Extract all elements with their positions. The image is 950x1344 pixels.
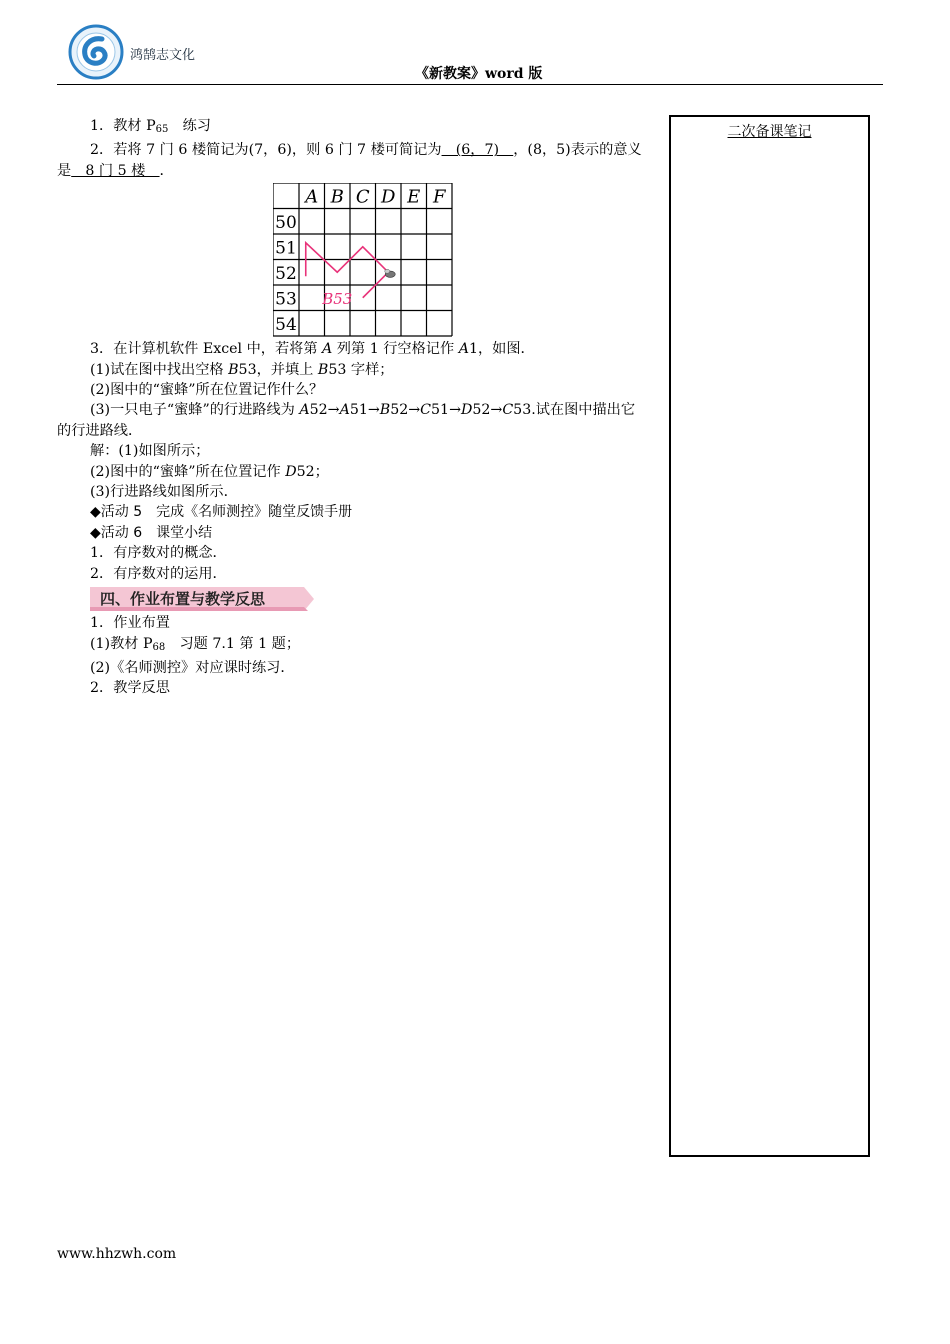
section-4-banner [90,587,314,611]
row-header-50: 50 [275,213,297,234]
brand-logo [68,24,124,80]
path-row-2: 52→ [390,402,421,419]
column-header-A: A [305,186,319,208]
path-row-1: 51→ [349,402,380,419]
homework-2: (2)《名师测控》对应课时练习． [90,659,295,676]
reflection-title: 2．教学反思 [90,680,170,697]
item-2: 2．若将 7 门 6 楼简记为(7，6)，则 6 门 7 楼可简记为 (6，7) ，(8，5)表示的意义是 8 门 5 楼 ． [57,142,642,179]
lesson-content [57,116,642,699]
activity-5: ◆活动 5 完成《名师测控》随堂反馈手册 [90,504,353,521]
document-title: 《新教案》word 版 [415,66,543,82]
path-col-1: A [339,402,350,419]
cell-label-b53: B53 [322,289,353,308]
item-3-q3: (3)一只电子“蜜蜂”的行进路线为 A52→A51→B52→C51→D52→C53.试在图中描出它的行进路线． [57,402,636,439]
excel-grid-figure [273,183,455,337]
column-header-C: C [355,186,370,208]
grid-svg [273,183,455,337]
column-header-F: F [433,186,446,208]
notes-title: 二次备课笔记 [727,124,812,140]
path-row-4: 52→ [472,402,503,419]
item-1: 1．教材 $P_{65}$ 练习 [90,118,211,135]
path-col-5: C [502,402,514,419]
path-row-5: 53 [513,402,532,419]
row-header-53: 53 [275,289,297,310]
activity-6: ◆活动 6 课堂小结 [90,524,213,541]
solution-3: (3)行进路线如图所示． [90,484,238,501]
answer-blank-1: (6，7) [441,142,514,159]
path-row-0: 52→ [309,402,340,419]
path-col-0: A [299,402,310,419]
notes-sidebar [669,115,870,1157]
footer-url: www.hhzwh.com [57,1246,177,1262]
path-row-3: 51→ [431,402,461,419]
row-header-54: 54 [275,315,297,336]
column-header-B: B [330,186,344,208]
item-3-q2: (2)图中的“蜜蜂”所在位置记作什么？ [90,382,324,399]
answer-blank-2: 8 门 5 楼 [71,162,160,179]
row-header-52: 52 [275,264,297,285]
path-col-2: B [379,402,391,419]
column-header-D: D [381,186,396,208]
column-header-E: E [407,186,421,208]
item-3-q1: (1)试在图中找出空格 B53，并填上 B53 字样； [90,361,394,378]
summary-1: 1．有序数对的概念． [90,545,227,562]
brand-name: 鸿鹄志文化 [130,48,196,63]
section-4-title: 四、作业布置与教学反思 [100,590,266,609]
item-3-intro: 3．在计算机软件 Excel 中，若将第 A 列第 1 行空格记作 A1，如图． [90,341,535,358]
solution-2: (2)图中的“蜜蜂”所在位置记作 D52； [90,463,329,480]
path-col-3: C [420,402,432,419]
homework-title: 1．作业布置 [90,615,170,632]
bee-path-text [299,402,531,418]
path-col-4: D [460,402,473,419]
solution-1: 解：(1)如图所示； [90,443,210,460]
header-divider [57,84,883,85]
row-header-51: 51 [275,238,297,259]
homework-1: (1)教材 $P_{68}$ 习题 7.1 第 1 题； [90,635,301,653]
bee-wing-icon [385,269,390,273]
summary-2: 2．有序数对的运用． [90,565,227,582]
